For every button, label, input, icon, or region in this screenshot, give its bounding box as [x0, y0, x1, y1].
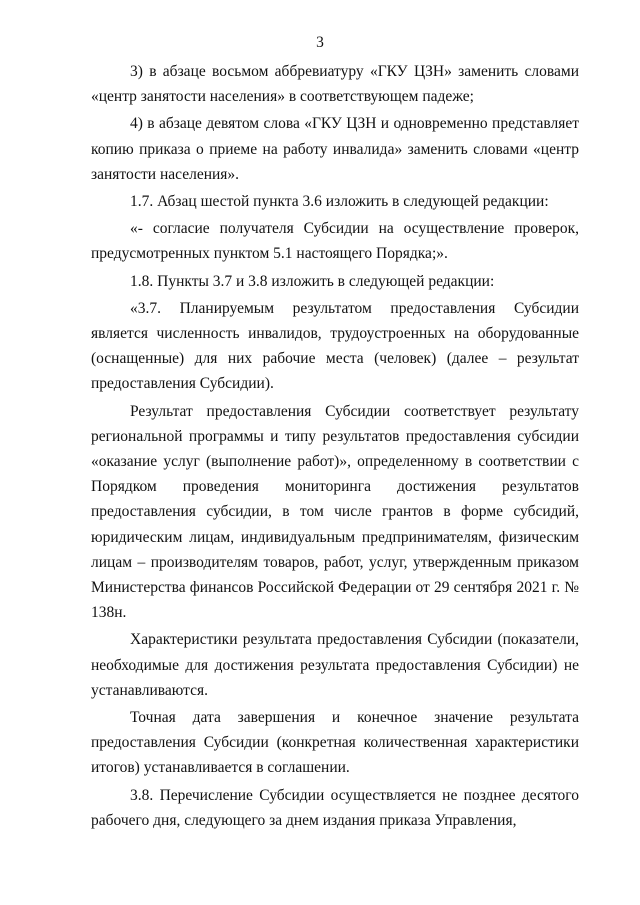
- document-body: [91, 59, 579, 833]
- paragraph-result-characteristics: Характеристики результата предоставления Субсидии (показатели, необходимые для достижения результата предоставления Субсидии) не устанавливаются.: [91, 631, 579, 699]
- paragraph-item-3: 3) в абзаце восьмом аббревиатуру «ГКУ ЦЗН» заменить словами «центр занятости населения» в соответствующем падеже;: [91, 63, 579, 106]
- paragraph-item-4: 4) в абзаце девятом слова «ГКУ ЦЗН и одновременно представляет копию приказа о приеме на работу инвалида» заменить словами «центр занятости населения».: [91, 115, 579, 183]
- paragraph-1-7: 1.7. Абзац шестой пункта 3.6 изложить в следующей редакции:: [130, 193, 549, 211]
- paragraph-3-7: «3.7. Планируемым результатом предоставления Субсидии является численность инвалидов, трудоустроенных на оборудованные (оснащенные) для них рабочие места (человек) (далее – результат предоставления Субсидии).: [91, 299, 579, 393]
- paragraph-completion-date: Точная дата завершения и конечное значение результата предоставления Субсидии (конкретная количественная характеристики итогов) устанавливается в соглашении.: [91, 709, 579, 777]
- paragraph-result-correspondence: Результат предоставления Субсидии соответствует результату региональной программы и типу результатов предоставления субсидии «оказание услуг (выполнение работ)», определенному в соответствии с Порядком проведения мониторинга достижения результатов предоставления субсидии, в том числе грантов в форме субсидий, юридическим лицам, индивидуальным предпринимателям, физическим лицам – производителям товаров, работ, услуг, утвержденным приказом Министерства финансов Российской Федерации от 29 сентября 2021 г. № 138н.: [91, 402, 579, 622]
- paragraph-3-8: 3.8. Перечисление Субсидии осуществляется не позднее десятого рабочего дня, следующего за днем издания приказа Управления,: [91, 786, 579, 829]
- paragraph-consent-item: «- согласие получателя Субсидии на осуществление проверок, предусмотренных пунктом 5.1 настоящего Порядка;».: [91, 220, 579, 263]
- paragraph-1-8: 1.8. Пункты 3.7 и 3.8 изложить в следующей редакции:: [130, 272, 495, 290]
- page-number: 3: [316, 34, 324, 51]
